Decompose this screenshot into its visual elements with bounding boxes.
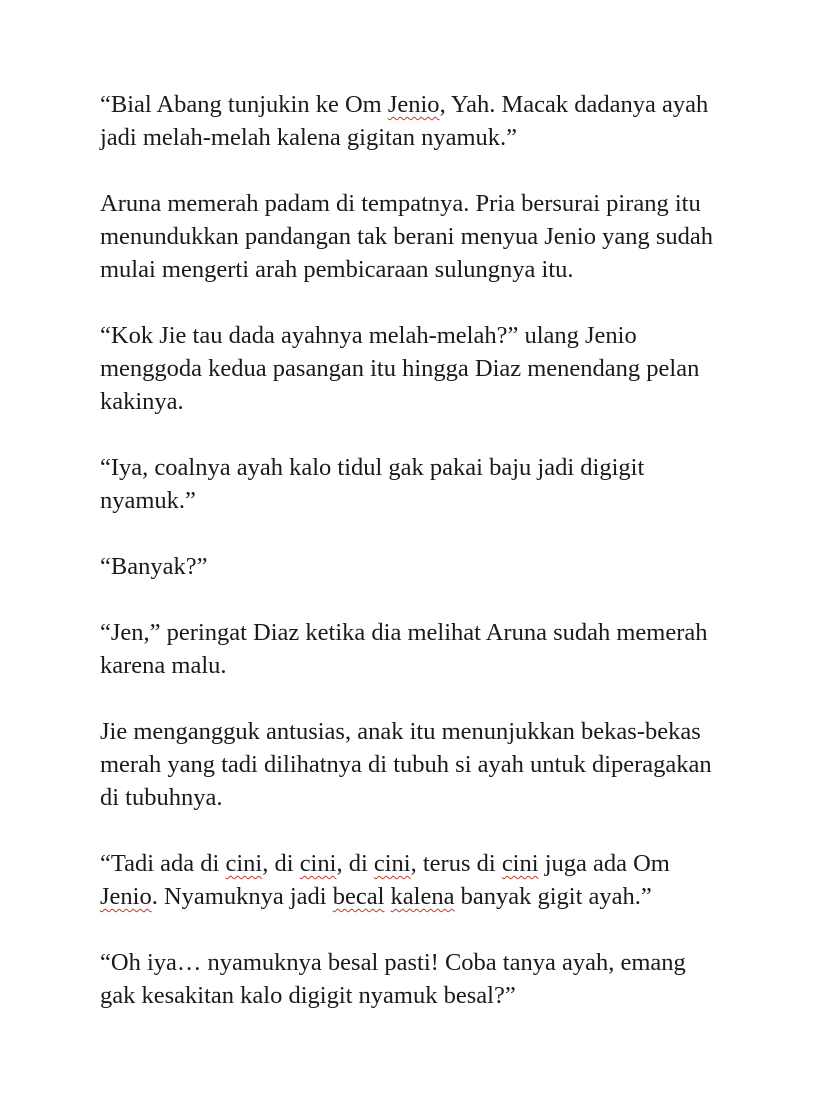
text-segment: mulai mengerti arah pembicaraan sulungnya itu.: [100, 256, 574, 283]
text-segment: . Nyamuknya jadi: [151, 883, 333, 910]
text-segment: Aruna memerah padam di tempatnya. Pria bersurai pirang itu: [100, 190, 701, 217]
text-line: [100, 748, 750, 781]
paragraph: [100, 847, 750, 913]
paragraph: [100, 616, 750, 682]
text-line: [100, 319, 750, 352]
paragraph: [100, 187, 750, 286]
text-segment: , terus di: [410, 850, 502, 877]
text-segment: nyamuk.”: [100, 487, 196, 514]
text-line: [100, 781, 750, 814]
text-segment: “Tadi ada di: [100, 850, 226, 877]
text-segment: , di: [336, 850, 374, 877]
text-line: [100, 220, 750, 253]
text-line: [100, 253, 750, 286]
spellcheck-flagged-word: kalena: [390, 883, 455, 910]
document-body: [100, 88, 750, 1045]
text-segment: “Jen,” peringat Diaz ketika dia melihat Aruna sudah memerah: [100, 619, 708, 646]
spellcheck-flagged-word: cini: [299, 850, 337, 877]
spellcheck-flagged-word: cini: [225, 850, 263, 877]
text-segment: , di: [262, 850, 300, 877]
spellcheck-flagged-word: Jenio: [387, 91, 440, 118]
text-segment: gak kesakitan kalo digigit nyamuk besal?”: [100, 982, 516, 1009]
paragraph: [100, 451, 750, 517]
text-line: [100, 385, 750, 418]
paragraph: [100, 319, 750, 418]
text-line: [100, 451, 750, 484]
text-line: [100, 616, 750, 649]
text-segment: banyak gigit ayah.”: [454, 883, 652, 910]
paragraph: [100, 550, 750, 583]
text-segment: Jie mengangguk antusias, anak itu menunjukkan bekas-bekas: [100, 718, 701, 745]
text-segment: karena malu.: [100, 652, 227, 679]
text-segment: jadi melah-melah kalena gigitan nyamuk.”: [100, 124, 518, 151]
spellcheck-flagged-word: cini: [501, 850, 539, 877]
spellcheck-flagged-word: Jenio: [100, 883, 152, 910]
text-line: [100, 484, 750, 517]
text-segment: menggoda kedua pasangan itu hingga Diaz menendang pelan: [100, 355, 700, 382]
text-line: [100, 880, 750, 913]
text-line: [100, 550, 750, 583]
text-line: [100, 847, 750, 880]
text-line: [100, 649, 750, 682]
text-segment: merah yang tadi dilihatnya di tubuh si ayah untuk diperagakan: [100, 751, 712, 778]
paragraph: [100, 715, 750, 814]
text-line: [100, 715, 750, 748]
text-segment: “Banyak?”: [100, 553, 208, 580]
text-segment: menundukkan pandangan tak berani menyua Jenio yang sudah: [100, 223, 714, 250]
text-segment: di tubuhnya.: [100, 784, 223, 811]
text-line: [100, 187, 750, 220]
text-line: [100, 121, 750, 154]
text-line: [100, 946, 750, 979]
text-segment: juga ada Om: [538, 850, 670, 877]
text-segment: “Oh iya… nyamuknya besal pasti! Coba tanya ayah, emang: [100, 949, 686, 976]
text-segment: “Iya, coalnya ayah kalo tidul gak pakai baju jadi digigit: [100, 454, 645, 481]
paragraph: [100, 88, 750, 154]
paragraph: [100, 946, 750, 1012]
text-segment: kakinya.: [100, 388, 184, 415]
spellcheck-flagged-word: becal: [332, 883, 385, 910]
text-line: [100, 352, 750, 385]
spellcheck-flagged-word: cini: [373, 850, 411, 877]
text-segment: , Yah. Macak dadanya ayah: [439, 91, 709, 118]
text-segment: “Bial Abang tunjukin ke Om: [100, 91, 388, 118]
text-line: [100, 88, 750, 121]
text-line: [100, 979, 750, 1012]
text-segment: “Kok Jie tau dada ayahnya melah-melah?” ulang Jenio: [100, 322, 637, 349]
